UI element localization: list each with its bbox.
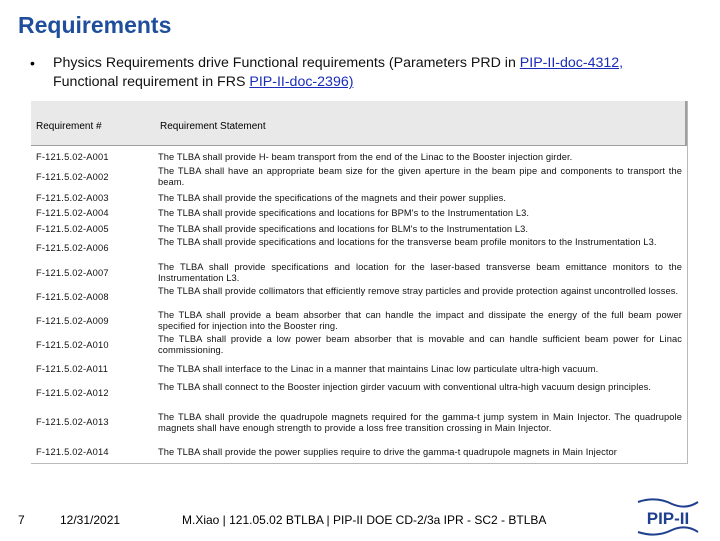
bullet-marker: • <box>30 55 35 71</box>
row-statement: The TLBA shall have an appropriate beam size for the given aperture in the beam pipe and components to transport the beam. <box>158 166 682 187</box>
logo-text: PIP-II <box>646 509 690 528</box>
bullet-text-part-1: Physics Requirements drive Functional requirements (Parameters PRD in <box>53 55 520 71</box>
row-id: F-121.5.02-A006 <box>36 243 109 253</box>
row-statement: The TLBA shall provide specifications and locations for BPM's to the Instrumentation L3. <box>158 208 530 218</box>
row-id: F-121.5.02-A007 <box>36 268 109 278</box>
header-requirement-id: Requirement # <box>36 121 102 132</box>
row-statement: The TLBA shall provide specifications and locations for the transverse beam profile monitors to the Instrumentation L3. <box>158 237 657 247</box>
row-statement: The TLBA shall provide specifications and locations for BLM's to the Instrumentation L3. <box>158 224 529 234</box>
row-id: F-121.5.02-A003 <box>36 193 109 203</box>
row-id: F-121.5.02-A011 <box>36 364 109 374</box>
slide-number: 7 <box>18 513 25 527</box>
pip-ii-logo <box>628 498 708 541</box>
link-prd-doc[interactable]: PIP-II-doc-4312, <box>519 55 624 71</box>
row-id: F-121.5.02-A001 <box>36 152 109 162</box>
slide-title: Requirements <box>18 12 172 38</box>
row-statement: The TLBA shall provide the specifications of the magnets and their power supplies. <box>158 193 507 203</box>
table-header <box>31 101 687 146</box>
row-statement: The TLBA shall provide a low power beam absorber that is movable and can handle sufficient beam power for Linac commissioning. <box>158 334 682 355</box>
row-id: F-121.5.02-A010 <box>36 340 109 350</box>
requirements-table <box>31 101 688 464</box>
row-statement: The TLBA shall provide specifications and location for the laser-based transverse beam emittance monitors to the Instrumentation L3. <box>158 262 682 283</box>
header-requirement-statement: Requirement Statement <box>160 121 266 132</box>
row-statement: The TLBA shall provide collimators that efficiently remove stray particles and provide protection against uncontrolled losses. <box>158 286 679 296</box>
row-statement: The TLBA shall provide the quadrupole magnets required for the gamma-t jump system in Main Injector. The quadrupole magnets shall have enough strength to provide a loss free transition crossing in Main Injector. <box>158 412 682 433</box>
row-statement: The TLBA shall provide H- beam transport from the end of the Linac to the Booster injection girder. <box>158 152 573 162</box>
row-id: F-121.5.02-A009 <box>36 316 109 326</box>
row-statement: The TLBA shall interface to the Linac in a manner that maintains Linac low particulate ultra-high vacuum. <box>158 364 599 374</box>
row-id: F-121.5.02-A014 <box>36 447 109 457</box>
footer-date: 12/31/2021 <box>60 513 121 527</box>
row-statement: The TLBA shall connect to the Booster injection girder vacuum with conventional ultra-high vacuum design principles. <box>158 382 652 392</box>
bullet-text-part-2: Functional requirement in FRS <box>53 74 250 90</box>
link-frs-doc[interactable]: PIP-II-doc-2396) <box>249 74 354 90</box>
row-id: F-121.5.02-A004 <box>36 208 109 218</box>
row-statement: The TLBA shall provide the power supplies require to drive the gamma-t quadrupole magnets in Main Injector <box>158 447 617 457</box>
row-id: F-121.5.02-A002 <box>36 172 109 182</box>
bullet-text <box>53 54 703 92</box>
row-id: F-121.5.02-A012 <box>36 388 109 398</box>
pip-ii-logo-icon <box>628 498 708 536</box>
row-statement: The TLBA shall provide a beam absorber that can handle the impact and dissipate the energy of the full beam power specified for injection into the Booster ring. <box>158 310 682 331</box>
row-id: F-121.5.02-A008 <box>36 292 109 302</box>
row-id: F-121.5.02-A005 <box>36 224 109 234</box>
footer-text: M.Xiao | 121.05.02 BTLBA | PIP-II DOE CD-2/3a IPR - SC2 - BTLBA <box>182 513 547 527</box>
row-id: F-121.5.02-A013 <box>36 417 109 427</box>
